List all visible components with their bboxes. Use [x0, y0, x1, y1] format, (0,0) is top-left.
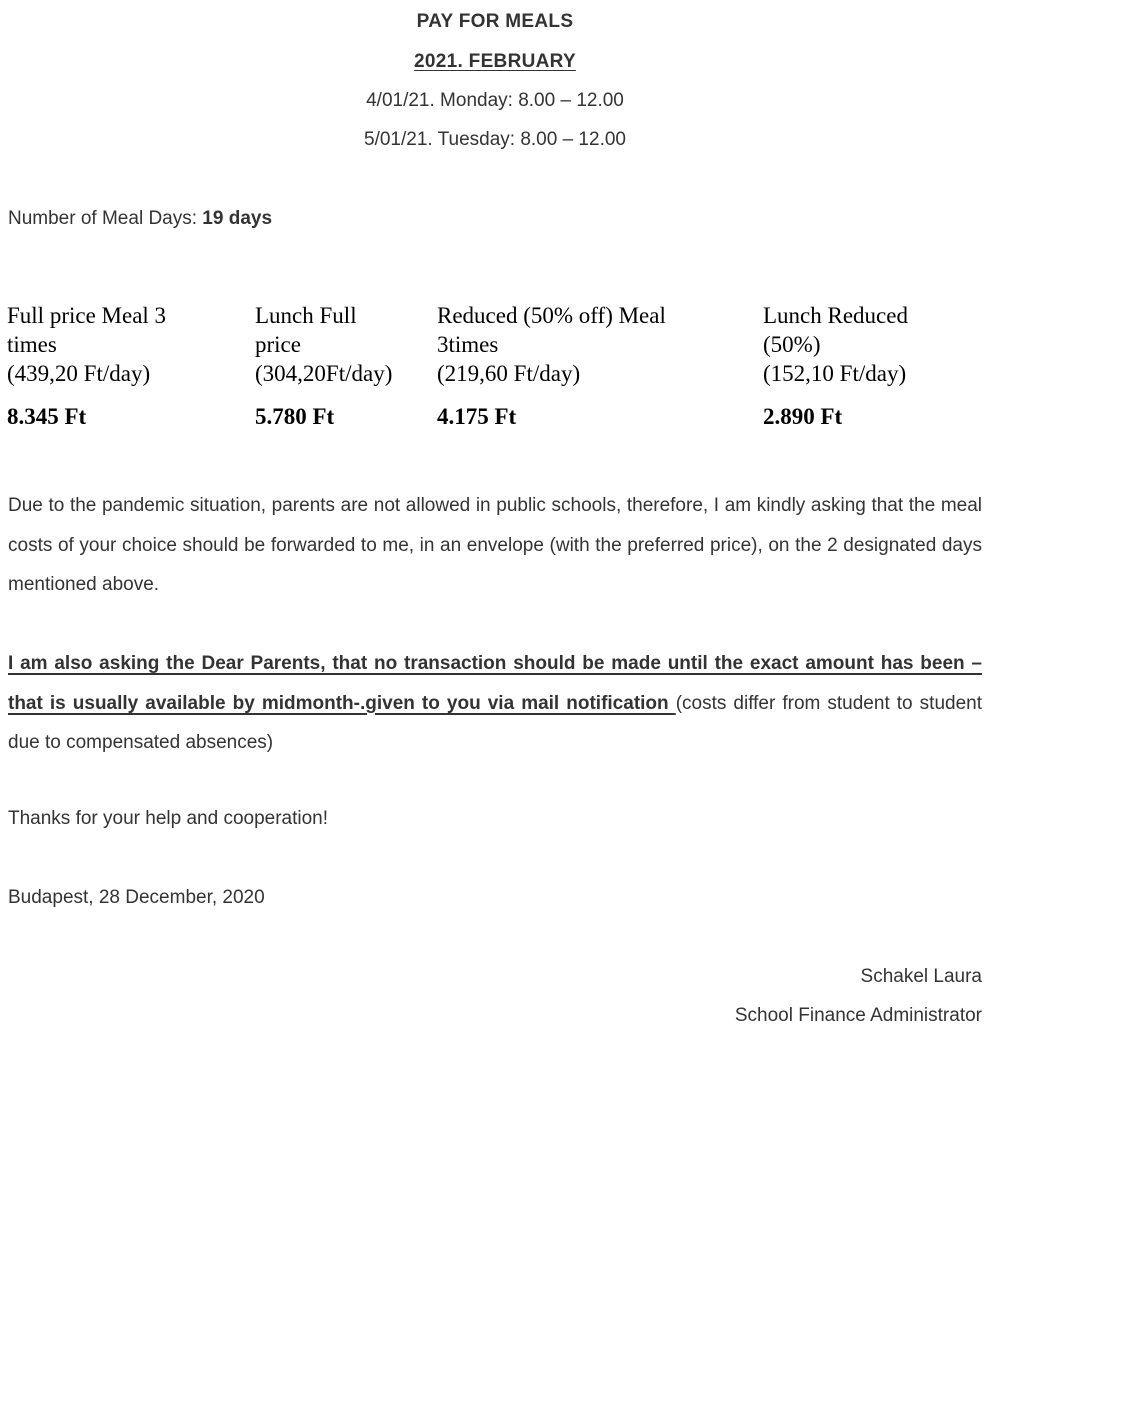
meal-days-label: Number of Meal Days: [8, 208, 203, 229]
price-rate: (219,60 Ft/day) [437, 361, 581, 386]
price-amount: 2.890 Ft [763, 404, 843, 429]
price-label-line2: (50%) [763, 332, 821, 357]
price-label-line2: 3times [437, 332, 499, 357]
price-label-line1: Lunch Full [255, 303, 357, 328]
price-rate: (304,20Ft/day) [255, 361, 393, 386]
thanks-line: Thanks for your help and cooperation! [8, 808, 329, 829]
price-label-line1: Lunch Reduced [763, 303, 908, 328]
transaction-paragraph [8, 644, 982, 763]
transaction-emphasis: I am also asking the Dear Parents, that no transaction should be made until the exact amount has been – that is usually available by midmonth-.given to you via mail notification [8, 653, 982, 714]
payment-date-2: 5/01/21. Tuesday: 8.00 – 12.00 [364, 129, 626, 150]
pandemic-paragraph: Due to the pandemic situation, parents are not allowed in public schools, therefore, I am kindly asking that the meal costs of your choice should be forwarded to me, in an envelope (with the preferred price), on the 2 designated days mentioned above. [8, 495, 982, 595]
price-column-reduced-lunch [763, 301, 983, 431]
price-amount: 8.345 Ft [7, 404, 87, 429]
price-column-full-lunch [255, 301, 425, 431]
document-title: PAY FOR MEALS [416, 11, 574, 32]
price-label-line1: Reduced (50% off) Meal [437, 303, 666, 328]
price-rate: (152,10 Ft/day) [763, 361, 907, 386]
meal-days-line [8, 208, 272, 230]
price-rate: (439,20 Ft/day) [7, 361, 151, 386]
price-amount: 5.780 Ft [255, 404, 335, 429]
meal-days-value: 19 days [202, 208, 273, 229]
price-label-line1: Full price Meal 3 [7, 303, 167, 328]
payment-date-1: 4/01/21. Monday: 8.00 – 12.00 [366, 90, 624, 111]
transaction-note: (costs differ from student to student due to compensated absences) [8, 692, 982, 753]
price-column-full-meal [7, 301, 237, 431]
month-heading: 2021. FEBRUARY [414, 51, 576, 72]
signature-role: School Finance Administrator [734, 1005, 982, 1026]
price-label-line2: price [255, 332, 301, 357]
price-amount: 4.175 Ft [437, 404, 517, 429]
price-label-line2: times [7, 332, 57, 357]
price-column-reduced-meal [437, 301, 737, 431]
signature-name: Schakel Laura [860, 966, 982, 987]
place-date-line: Budapest, 28 December, 2020 [8, 887, 265, 908]
